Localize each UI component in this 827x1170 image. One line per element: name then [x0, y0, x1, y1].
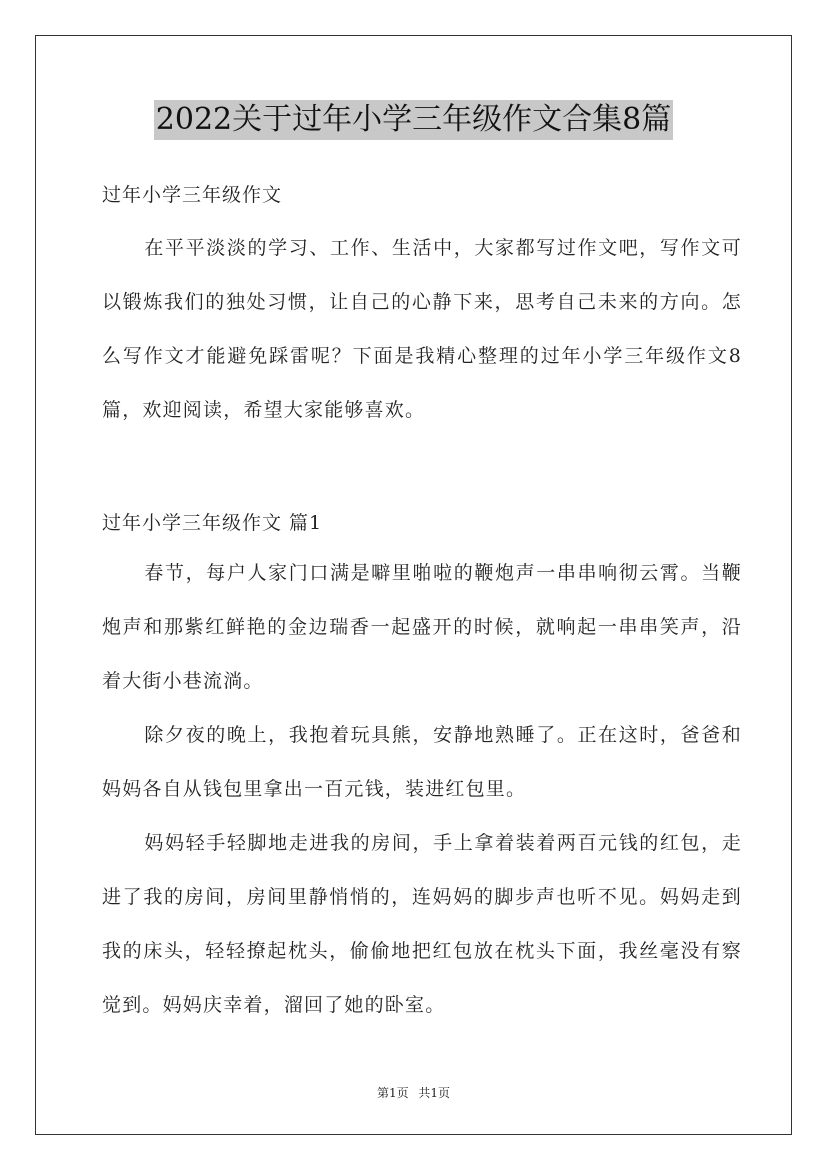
page-total: 共1页	[418, 1086, 451, 1100]
page-number: 第1页	[376, 1086, 409, 1100]
document-title: 2022关于过年小学三年级作文合集8篇	[154, 100, 673, 140]
body-paragraph-text: 妈妈轻手轻脚地走进我的房间，手上拿着装着两百元钱的红包，走进了我的房间，房间里静悄悄的，连妈妈的脚步声也听不见。妈妈走到我的床头，轻轻撩起枕头，偷偷地把红包放在枕头下面，我丝毫没有察觉到。妈妈庆幸着，溜回了她的卧室。	[102, 832, 742, 1016]
body-paragraph-1	[102, 546, 742, 708]
body-paragraph-text: 春节，每户人家门口满是噼里啪啦的鞭炮声一串串响彻云霄。当鞭炮声和那紫红鲜艳的金边瑞香一起盛开的时候，就响起一串串笑声，沿着大街小巷流淌。	[102, 562, 742, 692]
body-paragraph-3	[102, 816, 742, 1032]
intro-paragraph	[102, 221, 742, 437]
body-paragraph-text: 除夕夜的晚上，我抱着玩具熊，安静地熟睡了。正在这时，爸爸和妈妈各自从钱包里拿出一百元钱，装进红包里。	[102, 724, 742, 800]
body-paragraph-2	[102, 708, 742, 816]
title-container	[0, 100, 827, 140]
page-footer	[0, 1084, 827, 1101]
intro-paragraph-text: 在平平淡淡的学习、工作、生活中，大家都写过作文吧，写作文可以锻炼我们的独处习惯，让自己的心静下来，思考自己未来的方向。怎么写作文才能避免踩雷呢？下面是我精心整理的过年小学三年级作文8篇，欢迎阅读，希望大家能够喜欢。	[102, 237, 742, 421]
intro-heading: 过年小学三年级作文	[102, 184, 283, 206]
section-heading: 过年小学三年级作文 篇1	[102, 512, 323, 534]
